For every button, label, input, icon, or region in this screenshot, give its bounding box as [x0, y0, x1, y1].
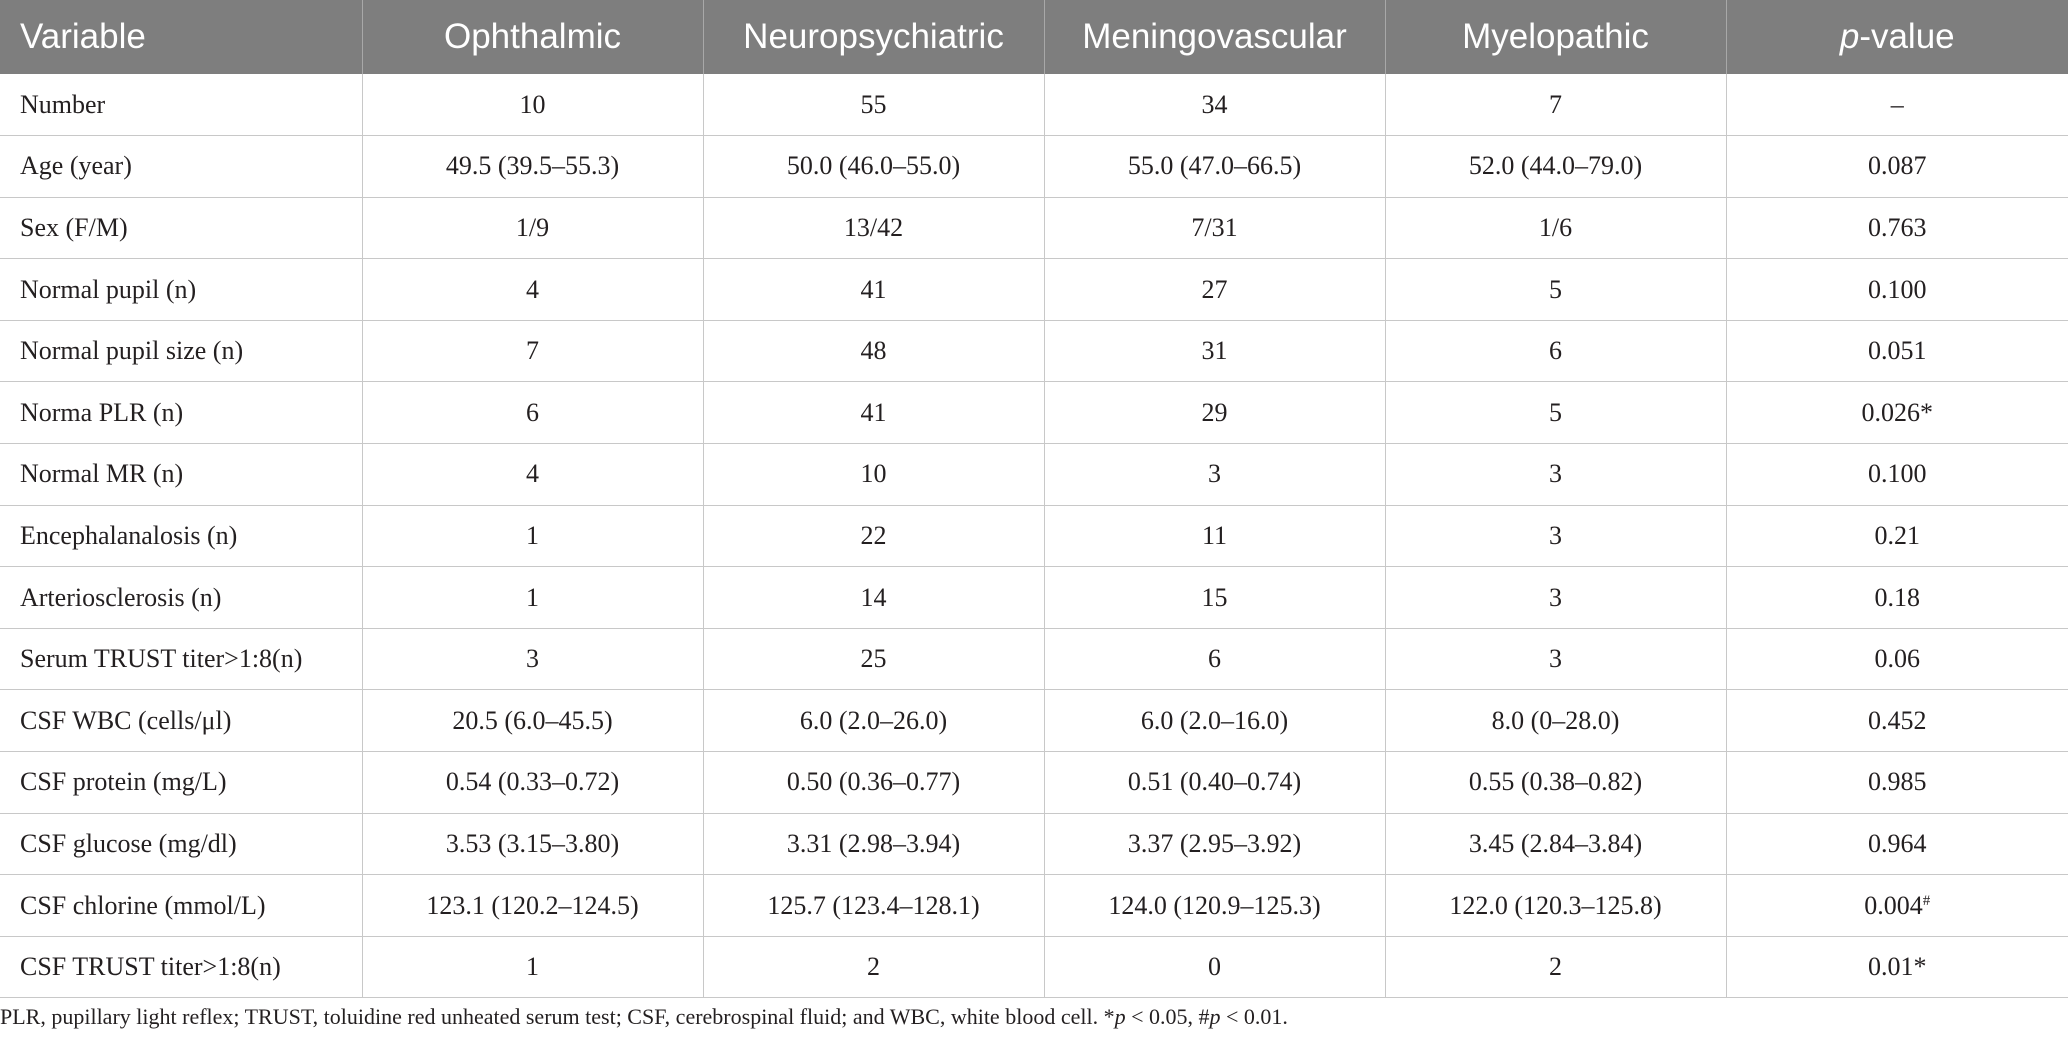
cell-myelopathic: 7 — [1385, 74, 1726, 136]
cell-ophthalmic: 49.5 (39.5–55.3) — [362, 136, 703, 198]
header-row — [0, 0, 2068, 74]
cell-p-value — [1726, 813, 2068, 875]
p-value-text: 0.964 — [1868, 828, 1927, 858]
cell-ophthalmic: 20.5 (6.0–45.5) — [362, 690, 703, 752]
footnote-text: PLR, pupillary light reflex; TRUST, toluidine red unheated serum test; CSF, cerebrospinal fluid; and WBC, white blood cell. * — [0, 1004, 1115, 1029]
cell-meningovascular: 0 — [1044, 936, 1385, 998]
cell-neuropsychiatric: 22 — [703, 505, 1044, 567]
cell-variable: Number — [0, 74, 362, 136]
p-value-text: 0.18 — [1874, 582, 1920, 612]
cell-myelopathic: 8.0 (0–28.0) — [1385, 690, 1726, 752]
cell-variable: Normal pupil size (n) — [0, 320, 362, 382]
cell-meningovascular: 27 — [1044, 259, 1385, 321]
cell-variable: Serum TRUST titer>1:8(n) — [0, 628, 362, 690]
table-row — [0, 320, 2068, 382]
cell-myelopathic: 1/6 — [1385, 197, 1726, 259]
footnote-p-rest-2: < 0.01. — [1220, 1004, 1288, 1029]
significance-mark: # — [1922, 892, 1931, 909]
table-row — [0, 74, 2068, 136]
cell-neuropsychiatric: 6.0 (2.0–26.0) — [703, 690, 1044, 752]
cell-neuropsychiatric: 13/42 — [703, 197, 1044, 259]
cell-variable: Norma PLR (n) — [0, 382, 362, 444]
cell-meningovascular: 6 — [1044, 628, 1385, 690]
cell-myelopathic: 5 — [1385, 259, 1726, 321]
footnote-p-italic-2: p — [1209, 1004, 1221, 1029]
cell-p-value — [1726, 567, 2068, 629]
cell-meningovascular: 55.0 (47.0–66.5) — [1044, 136, 1385, 198]
cell-p-value — [1726, 752, 2068, 814]
cell-variable: CSF WBC (cells/μl) — [0, 690, 362, 752]
p-value-text: – — [1890, 89, 1904, 119]
table-row — [0, 382, 2068, 444]
cell-myelopathic: 0.55 (0.38–0.82) — [1385, 752, 1726, 814]
header-neuropsychiatric: Neuropsychiatric — [703, 0, 1044, 74]
header-myelopathic: Myelopathic — [1385, 0, 1726, 74]
cell-p-value — [1726, 505, 2068, 567]
cell-p-value — [1726, 444, 2068, 506]
table-body — [0, 74, 2068, 998]
cell-variable: Normal MR (n) — [0, 444, 362, 506]
cell-p-value — [1726, 259, 2068, 321]
cell-variable: Encephalanalosis (n) — [0, 505, 362, 567]
cell-variable: Arteriosclerosis (n) — [0, 567, 362, 629]
cell-neuropsychiatric: 25 — [703, 628, 1044, 690]
table-row — [0, 136, 2068, 198]
cell-neuropsychiatric: 10 — [703, 444, 1044, 506]
cell-variable: CSF chlorine (mmol/L) — [0, 875, 362, 937]
cell-p-value — [1726, 136, 2068, 198]
cell-myelopathic: 3 — [1385, 505, 1726, 567]
cell-neuropsychiatric: 50.0 (46.0–55.0) — [703, 136, 1044, 198]
header-p-italic: p — [1839, 17, 1860, 56]
cell-meningovascular: 31 — [1044, 320, 1385, 382]
p-value-text: 0.21 — [1874, 520, 1920, 550]
cell-neuropsychiatric: 41 — [703, 382, 1044, 444]
cell-ophthalmic: 4 — [362, 444, 703, 506]
cell-meningovascular: 34 — [1044, 74, 1385, 136]
footnote-p-rest-1: < 0.05, # — [1125, 1004, 1210, 1029]
cell-ophthalmic: 3 — [362, 628, 703, 690]
cell-myelopathic: 3 — [1385, 628, 1726, 690]
cell-myelopathic: 122.0 (120.3–125.8) — [1385, 875, 1726, 937]
cell-ophthalmic: 1 — [362, 567, 703, 629]
cell-meningovascular: 29 — [1044, 382, 1385, 444]
cell-variable: Age (year) — [0, 136, 362, 198]
cell-neuropsychiatric: 48 — [703, 320, 1044, 382]
header-ophthalmic: Ophthalmic — [362, 0, 703, 74]
cell-ophthalmic: 123.1 (120.2–124.5) — [362, 875, 703, 937]
cell-variable: CSF protein (mg/L) — [0, 752, 362, 814]
cell-variable: Normal pupil (n) — [0, 259, 362, 321]
p-value-text: 0.452 — [1868, 705, 1927, 735]
cell-neuropsychiatric: 55 — [703, 74, 1044, 136]
cell-variable: Sex (F/M) — [0, 197, 362, 259]
cell-p-value — [1726, 197, 2068, 259]
p-value-text: 0.100 — [1868, 459, 1927, 489]
cell-p-value — [1726, 628, 2068, 690]
cell-myelopathic: 2 — [1385, 936, 1726, 998]
table-row — [0, 752, 2068, 814]
cell-ophthalmic: 1 — [362, 505, 703, 567]
table-row — [0, 936, 2068, 998]
cell-myelopathic: 3 — [1385, 444, 1726, 506]
p-value-text: 0.100 — [1868, 274, 1927, 304]
cell-ophthalmic: 10 — [362, 74, 703, 136]
cell-ophthalmic: 1 — [362, 936, 703, 998]
cell-meningovascular: 0.51 (0.40–0.74) — [1044, 752, 1385, 814]
cell-ophthalmic: 7 — [362, 320, 703, 382]
cell-p-value — [1726, 320, 2068, 382]
cell-meningovascular: 3.37 (2.95–3.92) — [1044, 813, 1385, 875]
cell-meningovascular: 6.0 (2.0–16.0) — [1044, 690, 1385, 752]
cell-neuropsychiatric: 0.50 (0.36–0.77) — [703, 752, 1044, 814]
cell-myelopathic: 52.0 (44.0–79.0) — [1385, 136, 1726, 198]
cell-meningovascular: 124.0 (120.9–125.3) — [1044, 875, 1385, 937]
p-value-text: 0.06 — [1874, 644, 1920, 674]
table-row — [0, 259, 2068, 321]
cell-myelopathic: 6 — [1385, 320, 1726, 382]
p-value-text: 0.087 — [1868, 151, 1927, 181]
cell-myelopathic: 3.45 (2.84–3.84) — [1385, 813, 1726, 875]
cell-meningovascular: 3 — [1044, 444, 1385, 506]
table-row — [0, 444, 2068, 506]
cell-neuropsychiatric: 41 — [703, 259, 1044, 321]
cell-p-value — [1726, 690, 2068, 752]
cell-p-value — [1726, 382, 2068, 444]
footnote-p-italic-1: p — [1114, 1004, 1126, 1029]
p-value-text: 0.763 — [1868, 212, 1927, 242]
header-p-rest: -value — [1859, 17, 1955, 56]
p-value-text: 0.01* — [1868, 952, 1927, 982]
table-row — [0, 628, 2068, 690]
cell-neuropsychiatric: 14 — [703, 567, 1044, 629]
p-value-text: 0.004 — [1864, 890, 1923, 920]
header-variable: Variable — [20, 17, 146, 56]
table-row — [0, 813, 2068, 875]
cell-ophthalmic: 6 — [362, 382, 703, 444]
cell-meningovascular: 7/31 — [1044, 197, 1385, 259]
cell-neuropsychiatric: 2 — [703, 936, 1044, 998]
p-value-text: 0.026* — [1861, 397, 1933, 427]
cell-neuropsychiatric: 3.31 (2.98–3.94) — [703, 813, 1044, 875]
table-row — [0, 197, 2068, 259]
cell-variable: CSF glucose (mg/dl) — [0, 813, 362, 875]
cell-p-value — [1726, 74, 2068, 136]
cell-myelopathic: 3 — [1385, 567, 1726, 629]
cell-ophthalmic: 1/9 — [362, 197, 703, 259]
table-row — [0, 567, 2068, 629]
header-meningovascular: Meningovascular — [1044, 0, 1385, 74]
table-footnote — [0, 1004, 1288, 1030]
cell-p-value — [1726, 936, 2068, 998]
cell-myelopathic: 5 — [1385, 382, 1726, 444]
header-p-value — [1726, 0, 2068, 74]
table-row — [0, 875, 2068, 937]
cell-meningovascular: 15 — [1044, 567, 1385, 629]
cell-neuropsychiatric: 125.7 (123.4–128.1) — [703, 875, 1044, 937]
cell-ophthalmic: 0.54 (0.33–0.72) — [362, 752, 703, 814]
table-row — [0, 505, 2068, 567]
cell-meningovascular: 11 — [1044, 505, 1385, 567]
cell-p-value — [1726, 875, 2068, 937]
p-value-text: 0.051 — [1868, 336, 1927, 366]
table-row — [0, 690, 2068, 752]
p-value-text: 0.985 — [1868, 767, 1927, 797]
cell-ophthalmic: 3.53 (3.15–3.80) — [362, 813, 703, 875]
cell-ophthalmic: 4 — [362, 259, 703, 321]
cell-variable: CSF TRUST titer>1:8(n) — [0, 936, 362, 998]
